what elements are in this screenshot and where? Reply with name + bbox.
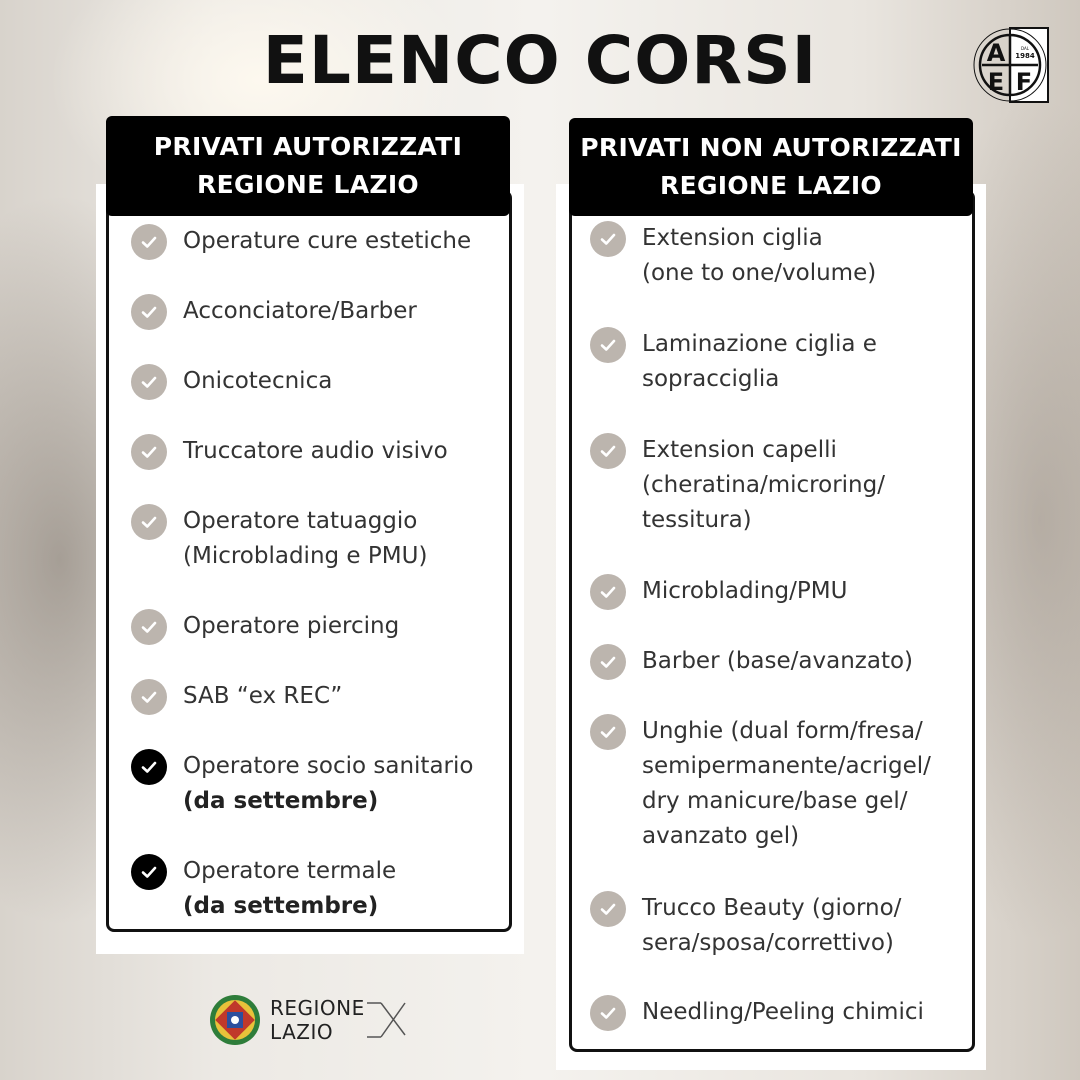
logo-letter-f: F [1015,68,1033,96]
list-item [131,504,427,574]
list-item-note: (da settembre) [183,788,379,814]
check-circle-icon [590,644,626,680]
list-item [131,224,471,260]
check-mark-icon [139,757,159,777]
check-circle-icon [590,574,626,610]
check-mark-icon [139,862,159,882]
right-header-line-2: REGIONE LAZIO [660,171,882,200]
list-item-text [642,327,877,397]
list-item-line: sera/sposa/correttivo) [642,930,894,956]
check-mark-icon [598,335,618,355]
check-mark-icon [598,1003,618,1023]
logo-year: 1984 [1015,52,1035,60]
list-item-line: (Microblading e PMU) [183,543,428,569]
list-item [590,574,847,610]
check-circle-icon [590,891,626,927]
list-item-line: Unghie (dual form/fresa/ [642,718,923,744]
list-item-line: tessitura) [642,507,752,533]
regione-line-2: LAZIO [270,1020,334,1044]
list-item-line: Acconciatore/Barber [183,298,417,324]
logo-dal: DAL [1021,46,1029,51]
list-item-line: Operatore socio sanitario [183,753,474,779]
left-header-line-1: PRIVATI AUTORIZZATI [153,132,463,161]
list-item-line: Barber (base/avanzato) [642,648,914,674]
regione-lazio-logo [208,990,418,1050]
check-mark-icon [598,582,618,602]
list-item-text [642,574,847,609]
check-circle-icon [131,679,167,715]
left-panel-header [106,116,510,216]
check-mark-icon [139,617,159,637]
list-item-text [183,749,473,819]
check-circle-icon [590,714,626,750]
regione-lazio-emblem-icon [208,993,262,1047]
check-circle-icon [590,995,626,1031]
list-item-text [642,221,876,291]
check-circle-icon [131,854,167,890]
list-item-text [642,891,901,961]
list-item-line: Needling/Peeling chimici [642,999,924,1025]
list-item-line: (cheratina/microring/ [642,472,885,498]
list-item [131,364,332,400]
check-circle-icon [590,327,626,363]
logo-letter-e: E [987,68,1005,96]
list-item-line: Operatore piercing [183,613,400,639]
list-item-text [183,434,448,469]
check-circle-icon [131,749,167,785]
check-mark-icon [139,232,159,252]
list-item-line: semipermanente/acrigel/ [642,753,931,779]
list-item-line: Extension capelli [642,437,837,463]
check-circle-icon [131,294,167,330]
check-circle-icon [131,504,167,540]
list-item [590,433,885,538]
list-item-text [183,504,427,574]
list-item-line: Onicotecnica [183,368,333,394]
list-item [131,434,448,470]
list-item-text [642,433,885,538]
check-mark-icon [139,372,159,392]
list-item-line: Trucco Beauty (giorno/ [642,895,902,921]
list-item [131,294,417,330]
check-mark-icon [139,687,159,707]
check-mark-icon [139,512,159,532]
list-item-line: Truccatore audio visivo [183,438,448,464]
list-item [590,714,931,854]
list-item-line: sopracciglia [642,366,780,392]
check-mark-icon [139,442,159,462]
check-mark-icon [139,302,159,322]
list-item-text [183,854,396,924]
list-item-line: Extension ciglia [642,225,823,251]
check-mark-icon [598,441,618,461]
list-item-text [183,609,399,644]
list-item-line: Operatore tatuaggio [183,508,418,534]
list-item-line: Operature cure estetiche [183,228,472,254]
list-item [590,221,876,291]
list-item [590,995,924,1031]
list-item-line: Laminazione ciglia e [642,331,877,357]
list-item-note: (da settembre) [183,893,379,919]
list-item [131,609,399,645]
check-circle-icon [131,364,167,400]
check-circle-icon [590,221,626,257]
list-item [131,749,473,819]
left-header-line-2: REGIONE LAZIO [197,170,419,199]
list-item-text [642,644,913,679]
list-item-text [642,995,924,1030]
right-panel-header [569,118,973,216]
list-item-line: Operatore termale [183,858,397,884]
check-circle-icon [590,433,626,469]
check-mark-icon [598,722,618,742]
list-item-line: avanzato gel) [642,823,800,849]
list-item [590,644,913,680]
check-circle-icon [131,224,167,260]
list-item-text [183,294,417,329]
list-item-line: dry manicure/base gel/ [642,788,908,814]
check-mark-icon [598,899,618,919]
check-mark-icon [598,229,618,249]
list-item-text [183,364,332,399]
check-circle-icon [131,609,167,645]
list-item [590,891,901,961]
page-title: ELENCO CORSI [262,22,818,99]
list-item [131,679,342,715]
aef-logo [970,26,1050,104]
list-item-text [642,714,931,854]
check-circle-icon [131,434,167,470]
list-item-text [183,679,342,714]
list-item-line: (one to one/volume) [642,260,877,286]
list-item-text [183,224,471,259]
check-mark-icon [598,652,618,672]
list-item [131,854,396,924]
list-item [590,327,877,397]
list-item-line: SAB “ex REC” [183,683,343,709]
right-header-line-1: PRIVATI NON AUTORIZZATI [580,133,962,162]
list-item-line: Microblading/PMU [642,578,848,604]
regione-line-1: REGIONE [270,996,365,1020]
regione-cross-lines-icon [367,993,407,1047]
logo-letter-a: A [986,39,1006,67]
